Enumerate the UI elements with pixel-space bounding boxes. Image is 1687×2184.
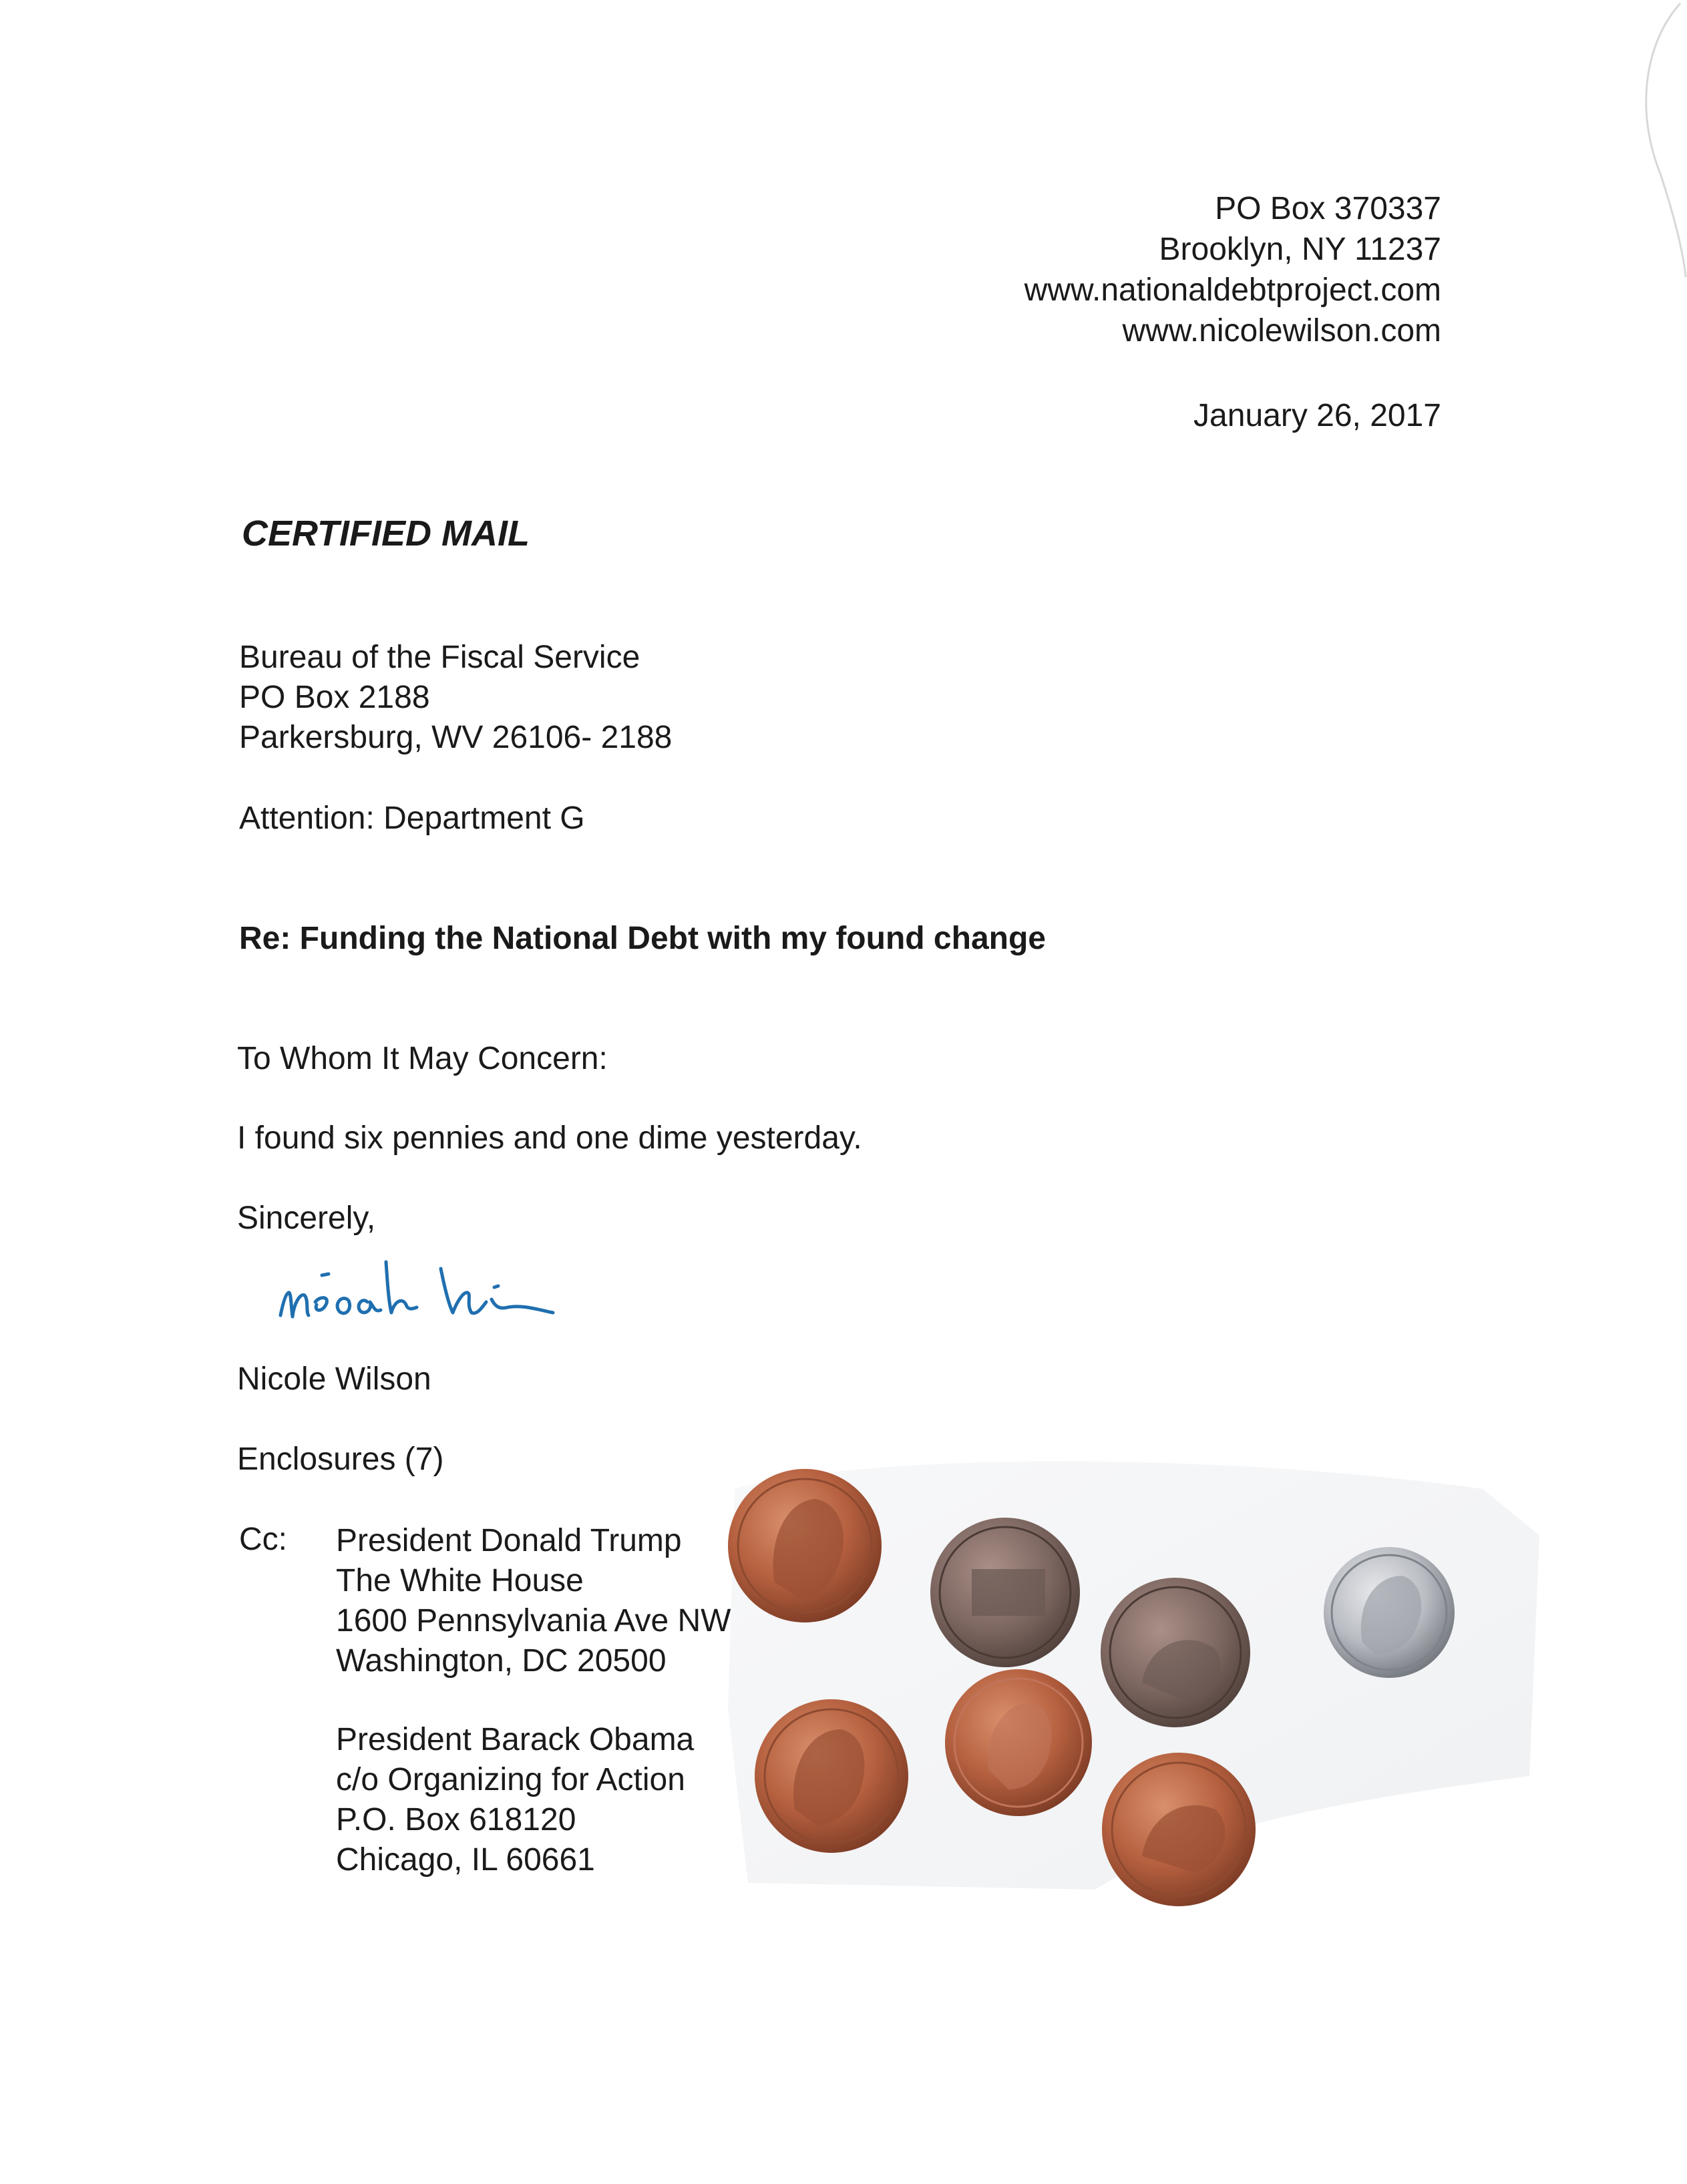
cc-recipient-line1: The White House — [336, 1563, 584, 1598]
recipient-address-line2: Parkersburg, WV 26106- 2188 — [239, 720, 673, 755]
penny-coin — [930, 1518, 1080, 1667]
cc-recipient-2 — [336, 1720, 694, 1880]
cc-recipient-line2: 1600 Pennsylvania Ave NW — [336, 1603, 731, 1639]
letter-date: January 26, 2017 — [1193, 398, 1441, 433]
signer-name: Nicole Wilson — [237, 1361, 431, 1397]
penny-coin — [1101, 1578, 1250, 1727]
cc-recipient-line2: P.O. Box 618120 — [336, 1802, 576, 1837]
subject-line: Re: Funding the National Debt with my found change — [239, 921, 1046, 956]
recipient-name: Bureau of the Fiscal Service — [239, 640, 640, 675]
penny-coin — [755, 1699, 908, 1853]
cc-recipient-line1: c/o Organizing for Action — [336, 1762, 685, 1797]
handwritten-signature — [274, 1235, 568, 1342]
enclosures-note: Enclosures (7) — [237, 1442, 444, 1477]
sender-address — [1024, 188, 1441, 351]
dime-coin — [1324, 1547, 1455, 1678]
cc-recipient-1 — [336, 1521, 731, 1681]
sender-website-2: www.nicolewilson.com — [1122, 313, 1441, 349]
sender-address-line1: PO Box 370337 — [1215, 191, 1441, 226]
recipient-address-line1: PO Box 2188 — [239, 680, 430, 715]
sender-address-line2: Brooklyn, NY 11237 — [1159, 232, 1441, 267]
cc-recipient-line3: Washington, DC 20500 — [336, 1643, 667, 1679]
cc-label: Cc: — [239, 1522, 287, 1557]
salutation: To Whom It May Concern: — [237, 1041, 608, 1076]
enclosed-coins-image — [721, 1429, 1549, 1923]
paper-edge-mark — [1607, 0, 1687, 280]
attention-line: Attention: Department G — [239, 801, 585, 836]
penny-coin — [728, 1469, 882, 1622]
cc-recipient-name: President Barack Obama — [336, 1722, 695, 1757]
sender-website-1: www.nationaldebtproject.com — [1024, 272, 1441, 308]
cc-recipient-line3: Chicago, IL 60661 — [336, 1842, 595, 1878]
recipient-address — [239, 638, 672, 758]
closing: Sincerely, — [237, 1200, 376, 1236]
letter-body: I found six pennies and one dime yesterday. — [237, 1120, 862, 1156]
penny-coin — [1102, 1753, 1256, 1906]
cc-recipient-name: President Donald Trump — [336, 1523, 682, 1558]
penny-coin — [945, 1669, 1092, 1816]
mail-type-heading: CERTIFIED MAIL — [242, 513, 530, 554]
